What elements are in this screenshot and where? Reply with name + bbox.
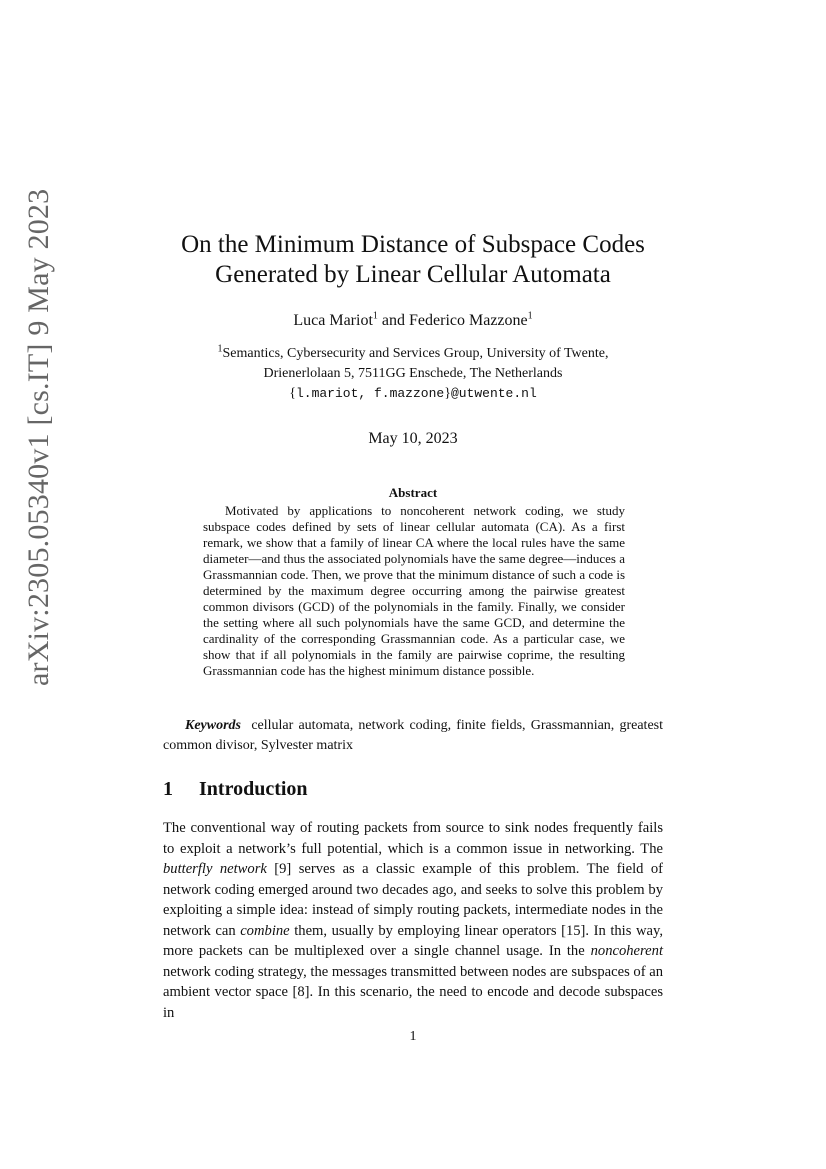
affiliation-line-2: Drienerlolaan 5, 7511GG Enschede, The Netherlands (263, 366, 563, 381)
emphasis: combine (240, 922, 290, 939)
emphasis: butterfly network (163, 861, 267, 877)
arxiv-stamp: arXiv:2305.05340v1 [cs.IT] 9 May 2023 (22, 188, 55, 686)
author-name: Federico Mazzone (409, 312, 528, 329)
section-heading (163, 778, 663, 801)
affiliation-block (100, 344, 726, 404)
page-number: 1 (409, 1029, 417, 1044)
keywords-text: cellular automata, network coding, finite fields, Grassmannian, greatest common divisor, Sylvester matrix (163, 718, 663, 753)
author-joiner: and (377, 312, 410, 329)
keywords-label: Keywords (185, 718, 241, 733)
intro-paragraph: The conventional way of routing packets from source to sink nodes frequently fails to exploit a network’s full potential, which is a common issue in networking. The butterfly network [9] serves as a classic example of this problem. The field of network coding emerged around two decades ago, and seeks to solve this problem by exploiting a simple idea: instead of simply routing packets, intermediate nodes in the network can combine them, usually by employing linear operators [15]. In this way, more packets can be multiplexed over a single channel usage. In the noncoherent network coding strategy, the messages transmitted between nodes are subspaces of an ambient vector space [8]. In this scenario, the need to encode and decode subspaces in (163, 820, 663, 1021)
affiliation-mark: 1 (372, 310, 378, 322)
section-title: Introduction (199, 778, 308, 800)
affiliation-line-1: $^1$Semantics, Cybersecurity and Services Group, University of Twente, (217, 343, 609, 361)
affiliation-mark: 1 (217, 343, 223, 355)
author-list (100, 312, 726, 330)
section-number: 1 (163, 778, 173, 800)
emphasis: noncoherent (590, 943, 663, 959)
paper-title-line-1: On the Minimum Distance of Subspace Codes (181, 231, 645, 258)
paper-title (100, 230, 726, 290)
author-name: Luca Mariot (293, 312, 373, 329)
keywords (163, 716, 663, 756)
abstract-heading: Abstract (388, 485, 438, 500)
author-emails: {l.mariot, f.mazzone}@utwente.nl (289, 386, 537, 401)
paper-title-line-2: Generated by Linear Cellular Automata (215, 261, 611, 288)
publication-date: May 10, 2023 (368, 430, 458, 447)
abstract-text: Motivated by applications to noncoherent network coding, we study subspace codes defined by sets of linear cellular automata (CA). As a first remark, we show that a family of linear CA where the local rules have the same diameter—and thus the associated polynomials have the same degree—induces a Grassmannian code. Then, we prove that the minimum distance of such a code is determined by the maximum degree occurring among the pairwise greatest common divisors (GCD) of the polynomials in the family. Finally, we consider the setting where all such polynomials have the same GCD, and determine the cardinality of the corresponding Grassmannian code. As a particular case, we show that if all polynomials in the family are pairwise coprime, the resulting Grassmannian code has the highest minimum distance possible. (203, 503, 625, 678)
affiliation-mark: 1 (527, 310, 533, 322)
